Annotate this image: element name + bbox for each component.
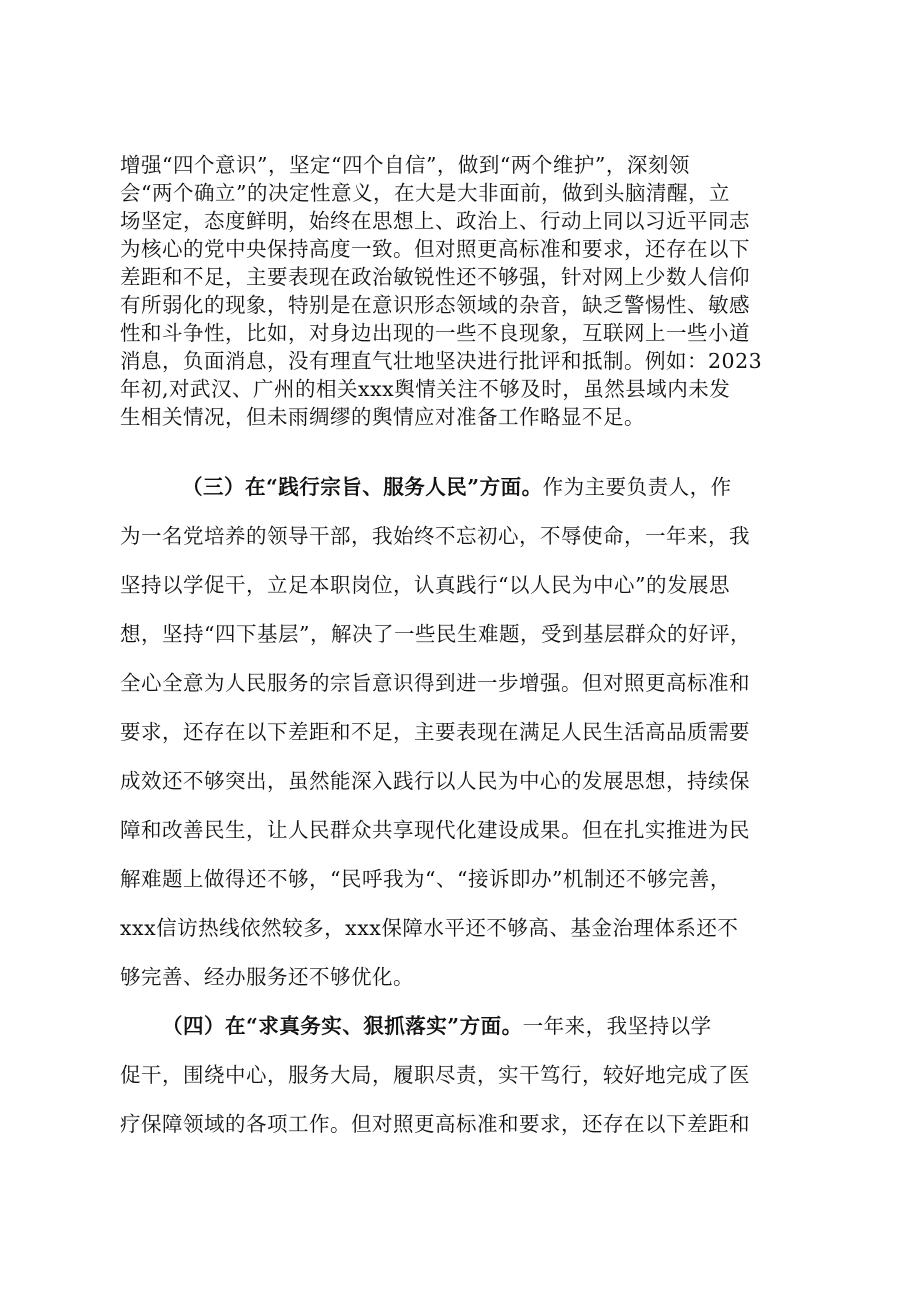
paragraph-line: 想，坚持“四下基层”，解决了一些民生难题，受到基层群众的好评， [120, 622, 751, 646]
section-four-first-line-text: 一年来，我坚持以学 [522, 1014, 712, 1038]
paragraph-line: 障和改善民生，让人民群众共享现代化建设成果。但在扎实推进为民 [120, 818, 750, 842]
paragraph-line: 有所弱化的现象，特别是在意识形态领域的杂音，缺乏警惕性、敏感 [120, 293, 750, 317]
paragraph-line: 消息，负面消息，没有理直气壮地坚决进行批评和抵制。例如：2023 [120, 349, 763, 373]
paragraph-line: 性和斗争性，比如，对身边出现的一些不良现象，互联网上一些小道 [120, 321, 750, 345]
paragraph-line: xxx信访热线依然较多，xxx保障水平还不够高、基金治理体系还不 [120, 916, 739, 940]
paragraph-line: 会“两个确立”的决定性意义，在大是大非面前，做到头脑清醒，立 [120, 181, 730, 205]
paragraph-line: 增强“四个意识”，坚定“四个自信”，做到“两个维护”，深刻领 [120, 153, 690, 177]
section-four-first-line [120, 1013, 810, 1039]
paragraph-line: 够完善、经办服务还不够优化。 [120, 965, 414, 989]
paragraph-line: 坚持以学促干，立足本职岗位，认真践行“以人民为中心”的发展思 [120, 573, 730, 597]
paragraph-line: 解难题上做得还不够，“民呼我为“、“接诉即办”机制还不够完善， [120, 867, 731, 891]
section-three-first-line-text: 作为主要负责人，作 [542, 475, 732, 499]
paragraph-line: 要求，还存在以下差距和不足，主要表现在满足人民生活高品质需要 [120, 720, 750, 744]
section-three-first-line [120, 474, 810, 500]
paragraph-line: 成效还不够突出，虽然能深入践行以人民为中心的发展思想，持续保 [120, 769, 750, 793]
section-four-heading: （四）在“求真务实、狠抓落实”方面。 [162, 1014, 523, 1038]
paragraph-line: 全心全意为人民服务的宗旨意识得到进一步增强。但对照更高标准和 [120, 671, 750, 695]
paragraph-line: 促干，围绕中心，服务大局，履职尽责，实干笃行，较好地完成了医 [120, 1063, 750, 1087]
paragraph-line: 年初,对武汉、广州的相关xxx舆情关注不够及时，虽然县域内未发 [120, 377, 731, 401]
paragraph-line: 疗保障领域的各项工作。但对照更高标准和要求，还存在以下差距和 [120, 1112, 750, 1136]
paragraph-line: 生相关情况，但未雨绸缪的舆情应对准备工作略显不足。 [120, 405, 645, 429]
paragraph-line: 为一名党培养的领导干部，我始终不忘初心，不辱使命，一年来，我 [120, 524, 750, 548]
section-three-heading: （三）在“践行宗旨、服务人民”方面。 [182, 475, 543, 499]
paragraph-line: 场坚定，态度鲜明，始终在思想上、政治上、行动上同以习近平同志 [120, 209, 750, 233]
paragraph-line: 差距和不足，主要表现在政治敏锐性还不够强，针对网上少数人信仰 [120, 265, 750, 289]
paragraph-line: 为核心的党中央保持高度一致。但对照更高标准和要求，还存在以下 [120, 237, 750, 261]
